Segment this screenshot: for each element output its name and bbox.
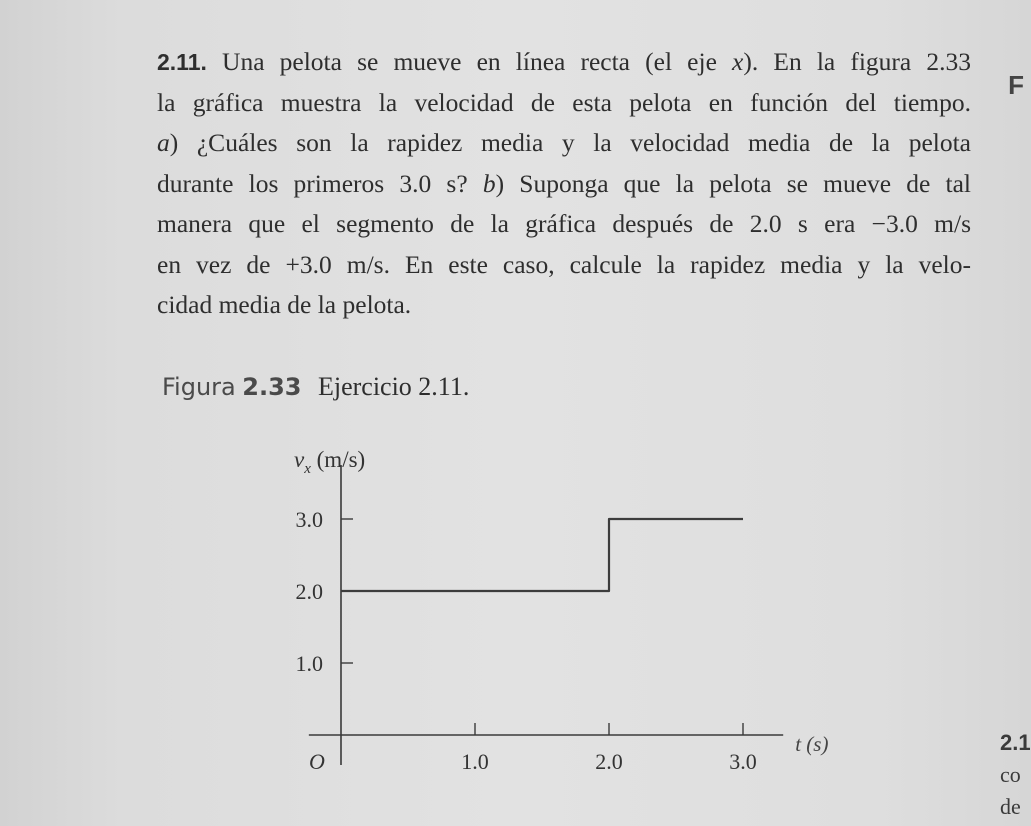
figure-label: Figura — [162, 373, 236, 401]
y-tick-label: 1.0 — [295, 651, 323, 676]
chart-ticks — [341, 519, 743, 735]
problem-line-6: en vez de +3.0 m/s. En este caso, calcule la rapidez media y la velo- — [157, 249, 971, 279]
problem-line-1-text: Una pelota se mueve en línea recta (el eje x). En la figura 2.33 — [222, 47, 972, 76]
chart-axes — [309, 465, 783, 765]
chart-labels — [294, 447, 828, 774]
series-line-0 — [341, 519, 743, 591]
edge-fragment-top: F — [1008, 70, 1024, 100]
x-tick-label: 2.0 — [595, 749, 623, 774]
y-axis-label: $v_x$ (m/s) — [294, 447, 366, 477]
x-axis-label: t (s) — [795, 732, 829, 756]
figure-description: Ejercicio 2.11. — [317, 372, 470, 401]
problem-line-3: a) ¿Cuáles son la rapidez media y la velocidad media de la pelota — [157, 128, 971, 157]
x-tick-label: 3.0 — [729, 749, 757, 774]
edge-fragment-2: co — [1000, 762, 1021, 787]
y-tick-label: 2.0 — [295, 579, 323, 604]
problem-number: 2.11. — [157, 49, 207, 75]
chart-series — [341, 519, 743, 591]
x-tick-label: 1.0 — [461, 749, 489, 774]
figure-number: 2.33 — [242, 373, 302, 401]
problem-line-5: manera que el segmento de la gráfica después de 2.0 s era −3.0 m/s — [157, 209, 971, 238]
edge-fragment-1: 2.1 — [1000, 730, 1031, 755]
edge-fragment-3: de — [1000, 794, 1021, 819]
problem-line-2: la gráfica muestra la velocidad de esta pelota en función del tiempo. — [157, 87, 971, 117]
origin-label: O — [309, 749, 325, 774]
problem-line-4: durante los primeros 3.0 s? b) Suponga que la pelota se mueve de tal — [157, 168, 971, 198]
y-tick-label: 3.0 — [295, 507, 323, 532]
problem-line-7: cidad media de la pelota. — [157, 290, 412, 319]
